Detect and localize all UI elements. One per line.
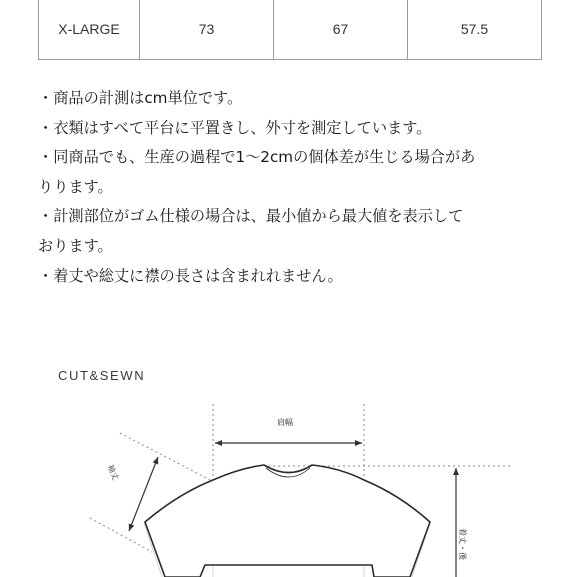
measurement-cell: 73 [140,0,274,60]
body-length-label: 着丈・後 [458,528,467,560]
diagram-title: CUT&SEWN [58,368,146,383]
note-line: りります。 [38,177,113,196]
note-line: ・衣類はすべて平台に平置きし、外寸を測定しています。 [38,118,432,137]
sleeve-guide-top [120,433,214,482]
measurement-cell: 57.5 [408,0,542,60]
measurement-cell: 67 [274,0,408,60]
sleeve-length-label: 袖丈 [105,463,121,482]
size-cell: X-LARGE [39,0,140,60]
note-line: ・商品の計測はcm単位です。 [38,89,243,107]
note-line: ・着丈や総丈に襟の長さは含まれれません。 [38,266,343,285]
shoulder-width-label: 肩幅 [277,418,293,427]
tshirt-outline [145,465,430,577]
note-line: ・同商品でも、生産の過程で1〜2cmの個体差が生じる場合があ [38,148,476,167]
sleeve-guide-bottom [90,518,152,552]
note-line: ・計測部位がゴム仕様の場合は、最小値から最大値を表示して [38,207,464,226]
note-line: おります。 [38,236,113,255]
